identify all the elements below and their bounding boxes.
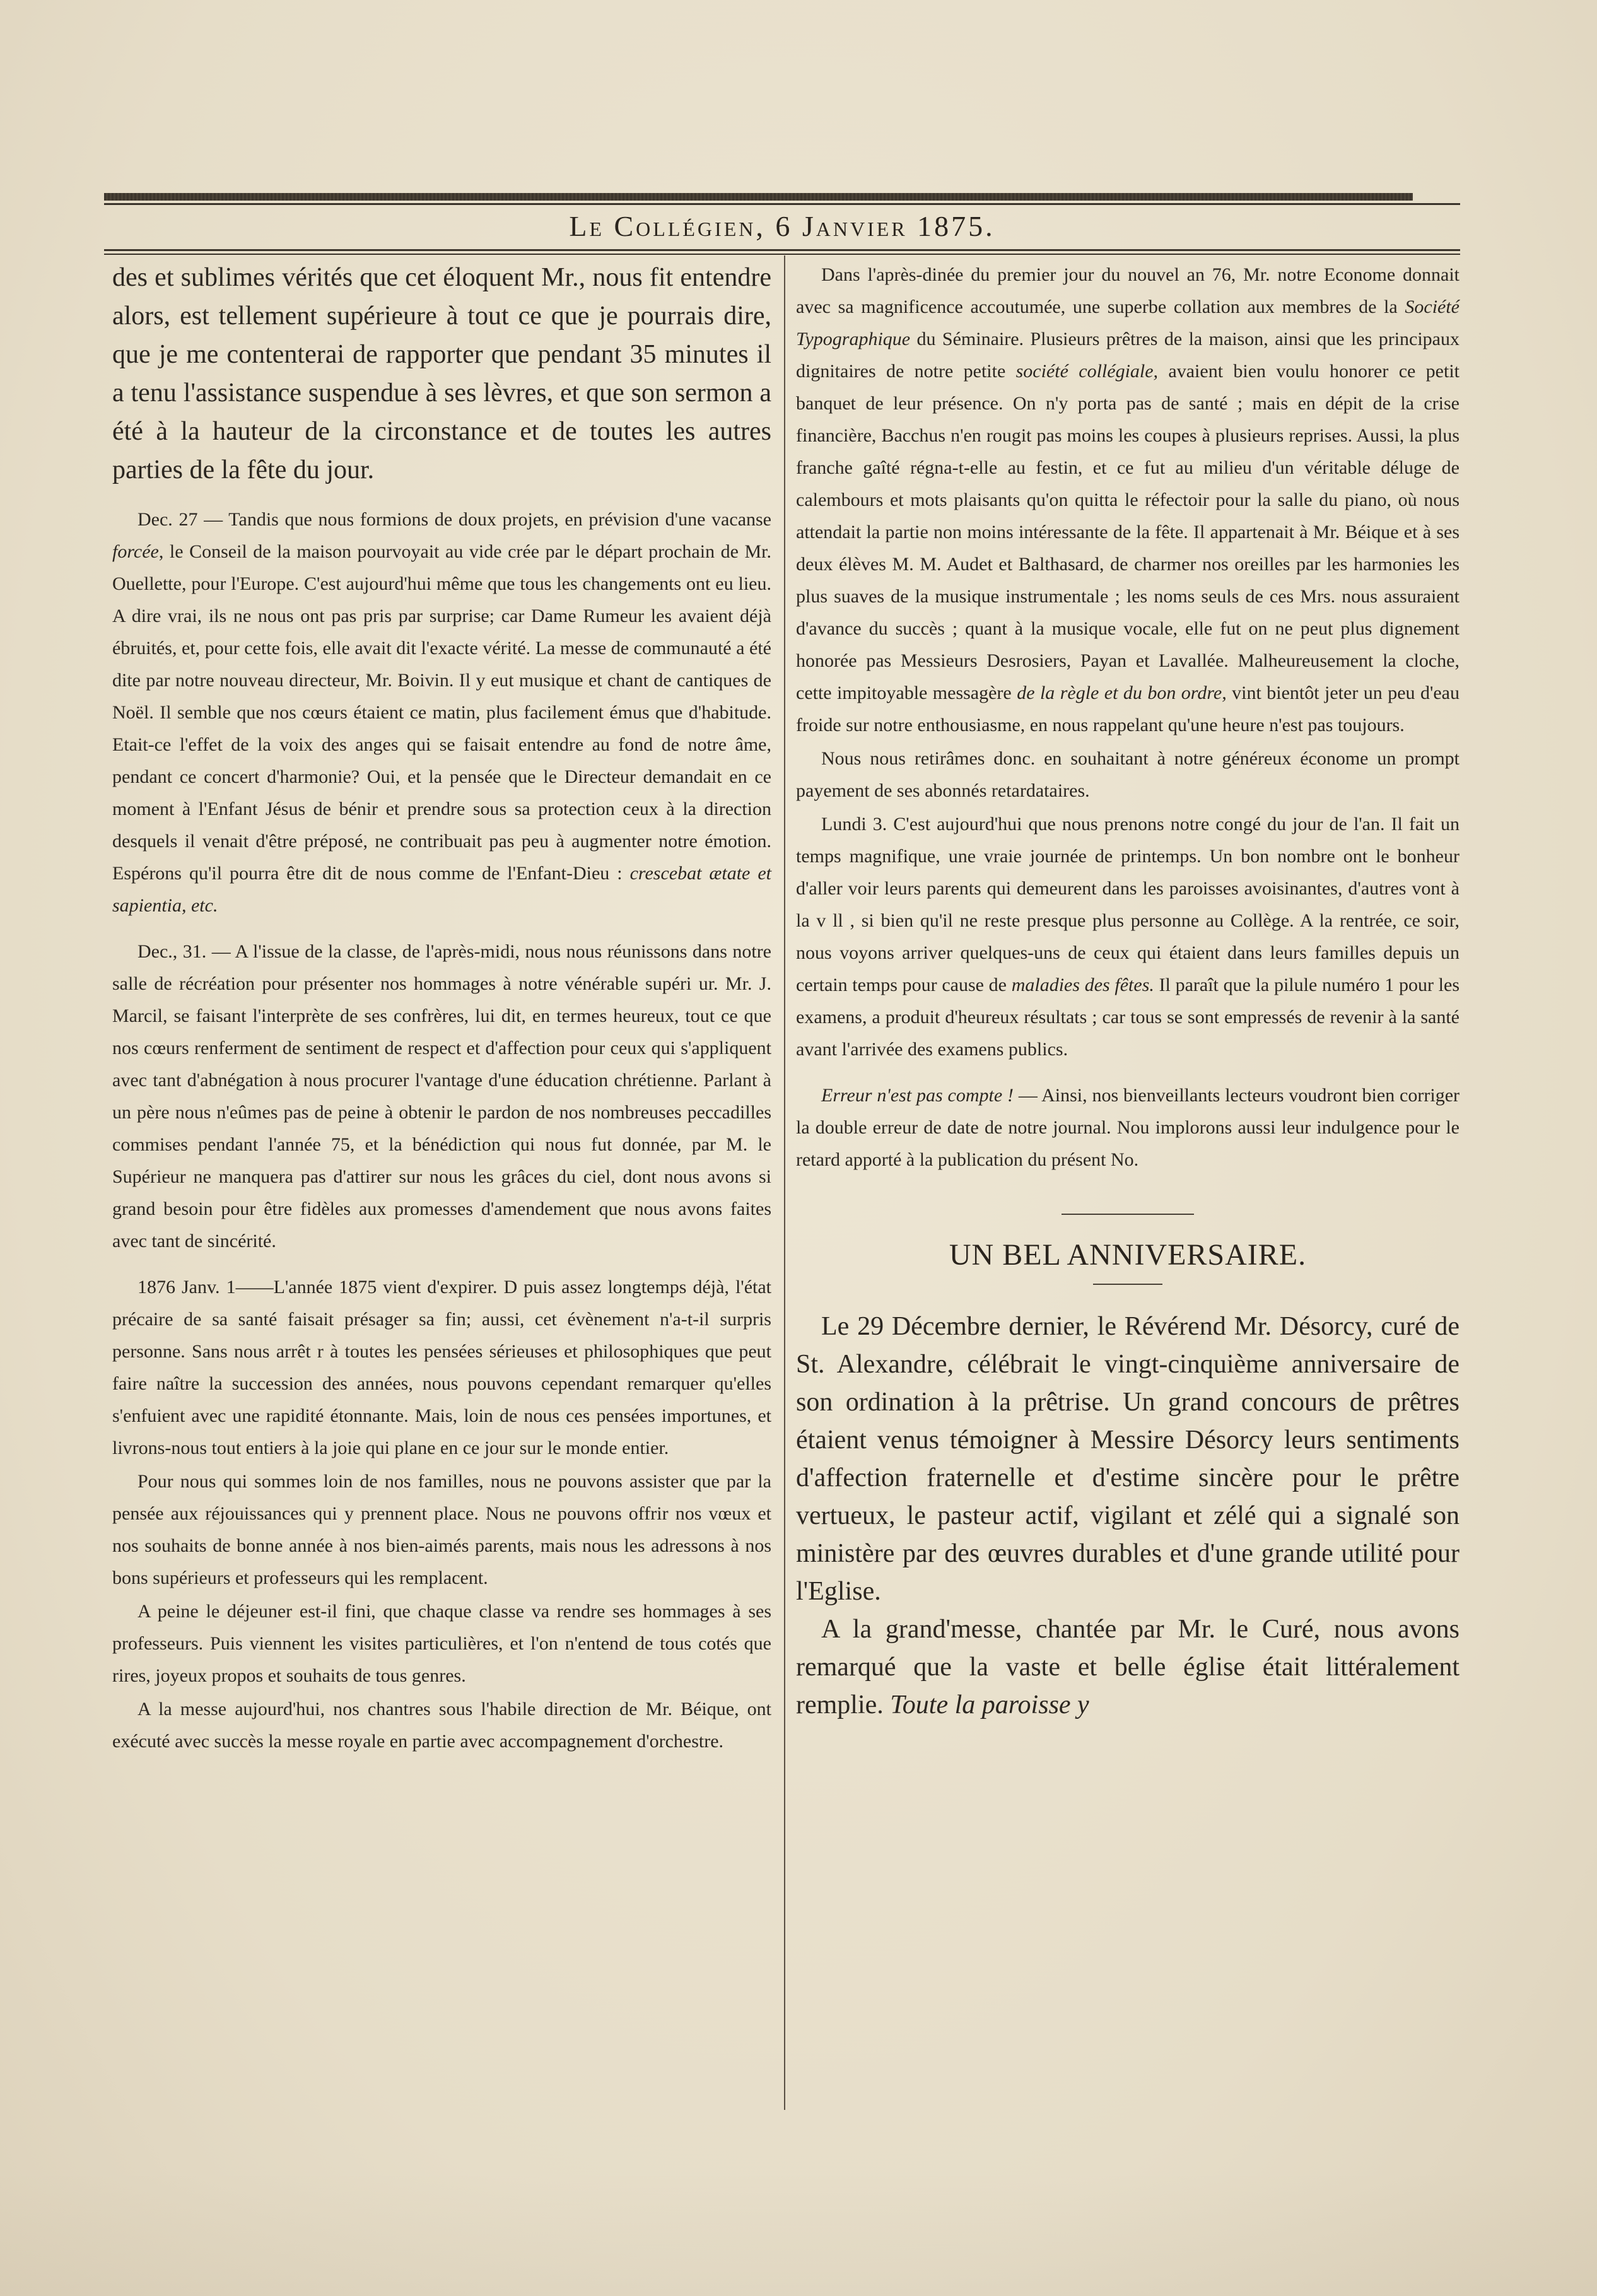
anniversary-paragraph-1: Le 29 Décembre dernier, le Révérend Mr. Désorcy, curé de St. Alexandre, célébrait le vingt-cinquième anniversaire de son ordination à la prêtrise. Un grand concours de prêtres étaient venus témoigner à Messire Désorcy leurs sentiments d'affection fraternelle et d'estime sincère pour le prêtre vertueux, le pasteur actif, vigilant et zélé qui a signalé son ministère par des œuvres durables et d'une grande utilité pour l'Eglise. [796, 1312, 1460, 1606]
entry-mass-paragraph: A la messe aujourd'hui, nos chantres sous l'habile direction de Mr. Béique, ont exécuté avec succès la messe royale en partie avec accompagnement d'orchestre. [112, 1699, 771, 1752]
lundi-text-b: Il paraît que la pilule numéro 1 pour les examens, a produit d'heureux résultats ; car tous se sont empressés de revenir à la santé avant l'arrivée des examens publics. [796, 975, 1460, 1060]
entry-jan-1: 1876 Janv. 1——L'année 1875 vient d'expirer. D puis assez longtemps déjà, l'état précaire de sa santé faisait présager sa fin; aussi, cet évènement n'a-t-il surpris personne. Sans nous arrêt r à toutes les pensées sérieuses et philosophiques que peut faire naître la succession des années, nous pouvons cependant remarquer qu'elles s'enfuient avec une rapidité étonnante. Mais, loin de nous ces pensées importunes, et livrons-nous tout entiers à la joie qui plane en ce jour sur le monde entier. [112, 1277, 771, 1458]
left-column [112, 259, 771, 1757]
header-rule-lower [104, 249, 1460, 251]
collation-italic-1: Société Typographique [796, 296, 1460, 349]
entry-dec-27-text-a: Dec. 27 — Tandis que nous formions de doux projets, en prévision d'une vacanse [137, 509, 771, 530]
entry-breakfast-paragraph: A peine le déjeuner est-il fini, que chaque classe va rendre ses hommages à ses professeurs. Puis viennent les visites particulières, et l'on n'entend de tous cotés que rires, joyeux propos et souhaits de tous genres. [112, 1601, 771, 1686]
collation-italic-2: société collégiale, [1015, 361, 1159, 382]
header-rule-upper [104, 203, 1460, 205]
header-rule-lower-2 [104, 254, 1460, 255]
right-column [796, 259, 1460, 1724]
running-header: Le Collégien, 6 Janvier 1875. [569, 210, 995, 242]
spacer [796, 1176, 1460, 1214]
collation-text-c: avaient bien voulu honorer ce petit banquet de leur présence. On n'y porta pas de santé ; mais en dépit de la crise financière, Bacchus n'en rougit pas moins les coupes à plusieurs reprises. Aussi, la plus franche gaîté régna-t-elle au festin, et ce fut au milieu d'un véritable déluge de calembours et mots plaisants qu'on quitta le réfectoir pour la salle du piano, où nous attendait la partie non moins intéressante de la fête. Il appartenait à Mr. Béique et à ses deux élèves M. M. Audet et Balthasard, de charmer nos oreilles par les harmonies les plus suaves de la musique instrumentale ; les noms seuls de ces Mrs. nous assuraient d'avance du succès ; quant à la musique vocale, elle fut on ne peut plus dignement honorée pas Messieurs Desrosiers, Payan et Lavallée. Malheureusement la cloche, cette impitoyable messagère [796, 361, 1460, 703]
entry-dec-31: Dec., 31. — A l'issue de la classe, de l'après-midi, nous nous réunissons dans notre salle de récréation pour présenter nos hommages à notre vénérable supéri ur. Mr. J. Marcil, se faisant l'interprète de ses confrères, lui dit, en termes heureux, tout ce que nos cœurs renferment de sentiment de respect et d'affection pour ceux qui s'appliquent avec tant d'abnégation à nous procurer l'vantage d'une éducation chrétienne. Parlant à un père nous n'eûmes pas de peine à obtenir le pardon de nos nombreuses peccadilles commises pendant l'année 75, et la bénédiction qui nous fut donnée, par M. le Supérieur ne manquera pas d'attirer sur nous les grâces du ciel, dont nous avons si grand besoin pour être fidèles aux promesses d'amendement que nous avons faites avec tant de sincérité. [112, 941, 771, 1251]
entry-dec-27-text-b: , le Conseil de la maison pourvoyait au vide crée par le départ prochain de Mr. Ouellette, pour l'Europe. C'est aujourd'hui même que tous les changements ont eu lieu. A dire vrai, ils ne nous ont pas pris par surprise; car Dame Rumeur les avaient déjà ébruités, et, pour cette fois, elle avait dit l'exacte vérité. La messe de communauté a été dite par notre nouveau directeur, Mr. Boivin. Il y eut musique et chant de cantiques de Noël. Il semble que nos cœurs étaient ce matin, plus facilement émus que d'habitude. Etait-ce l'effet de la voix des anges qui se faisait entendre au fond de notre âme, pendant ce concert d'harmonie? Oui, et la pensée que le Directeur demandait en ce moment à l'Enfant Jésus de bénir et prendre sous sa protection ceux à la direction desquels il venait d'être préposé, ne contribuait pas peu à augmenter notre émotion. Espérons qu'il pourra être dit de nous comme de l'Enfant-Dieu : [112, 541, 771, 884]
erratum-italic: Erreur n'est pas compte ! [821, 1085, 1014, 1106]
lundi-italic: maladies des fêtes. [1011, 975, 1154, 995]
entry-new-year-collation [796, 259, 1460, 741]
paper-shading [0, 2170, 1597, 2296]
erratum-text: — Ainsi, nos bienveillants lecteurs voudront bien corriger la double erreur de date de notre journal. Nou implorons aussi leur indulgence pour le retard apporté à la publication du présent No. [796, 1085, 1460, 1170]
section-divider [1062, 1214, 1194, 1215]
anniversary-text-a: A la grand'messe, chantée par Mr. le Curé, nous avons remarqué que la vaste et belle église était littéralement remplie. [796, 1615, 1460, 1719]
entry-dec-27-italic-1: forcée [112, 541, 159, 562]
collation-italic-3: de la règle et du bon ordre, [1017, 682, 1227, 703]
collation-text-d: vint bientôt jeter un peu d'eau froide sur notre enthousiasme, en nous rappelant qu'une heure n'est pas toujours. [796, 682, 1460, 735]
anniversary-paragraph-2 [796, 1610, 1460, 1724]
header-top-rule [104, 193, 1413, 201]
column-divider [784, 255, 785, 2110]
section-title-underline [1093, 1284, 1162, 1285]
collation-text-b: du Séminaire. Plusieurs prêtres de la maison, ainsi que les principaux dignitaires de notre petite [796, 329, 1460, 382]
entry-dec-27 [112, 503, 771, 922]
entry-dec-27-italic-2: crescebat ætate et sapientia, etc. [112, 863, 771, 916]
entry-lundi-3 [796, 808, 1460, 1065]
entry-families-paragraph: Pour nous qui sommes loin de nos familles, nous ne pouvons assister que par la pensée aux réjouissances qui y prennent place. Nous ne pouvons offrir nos vœux et nos souhaits de bonne année à nos bien-aimés parents, mais nous les adressons à nos bons supérieurs et professeurs qui les remplacent. [112, 1471, 771, 1588]
entry-retirement-paragraph: Nous nous retirâmes donc. en souhaitant à notre généreux économe un prompt payement de ses abonnés retardataires. [796, 748, 1460, 801]
collation-text-a: Dans l'après-dinée du premier jour du nouvel an 76, Mr. notre Econome donnait avec sa magnificence accoutumée, une superbe collation aux membres de la [796, 264, 1460, 317]
section-title: UN BEL ANNIVERSAIRE. [949, 1238, 1307, 1272]
left-intro-paragraph: des et sublimes vérités que cet éloquent Mr., nous fit entendre alors, est tellement supérieure à tout ce que je pourrais dire, que je me contenterai de rapporter que pendant 35 minutes il a tenu l'assistance suspendue à ses lèvres, et que son sermon a été à la hauteur de la circonstance et de toutes les autres parties de la fête du jour. [112, 263, 771, 484]
lundi-text-a: Lundi 3. C'est aujourd'hui que nous prenons notre congé du jour de l'an. Il fait un temps magnifique, une vraie journée de printemps. Un bon nombre ont le bonheur d'aller voir leurs parents qui demeurent dans les paroisses avoisinantes, d'autres vont à la v ll , si bien qu'il ne reste presque plus personne au Collège. A la rentrée, ce soir, nous voyons arriver quelques-uns de ceux qui étaient dans leurs familles depuis un certain temps pour cause de [796, 814, 1460, 995]
erratum-paragraph [796, 1079, 1460, 1176]
anniversary-italic: Toute la paroisse y [890, 1690, 1089, 1719]
